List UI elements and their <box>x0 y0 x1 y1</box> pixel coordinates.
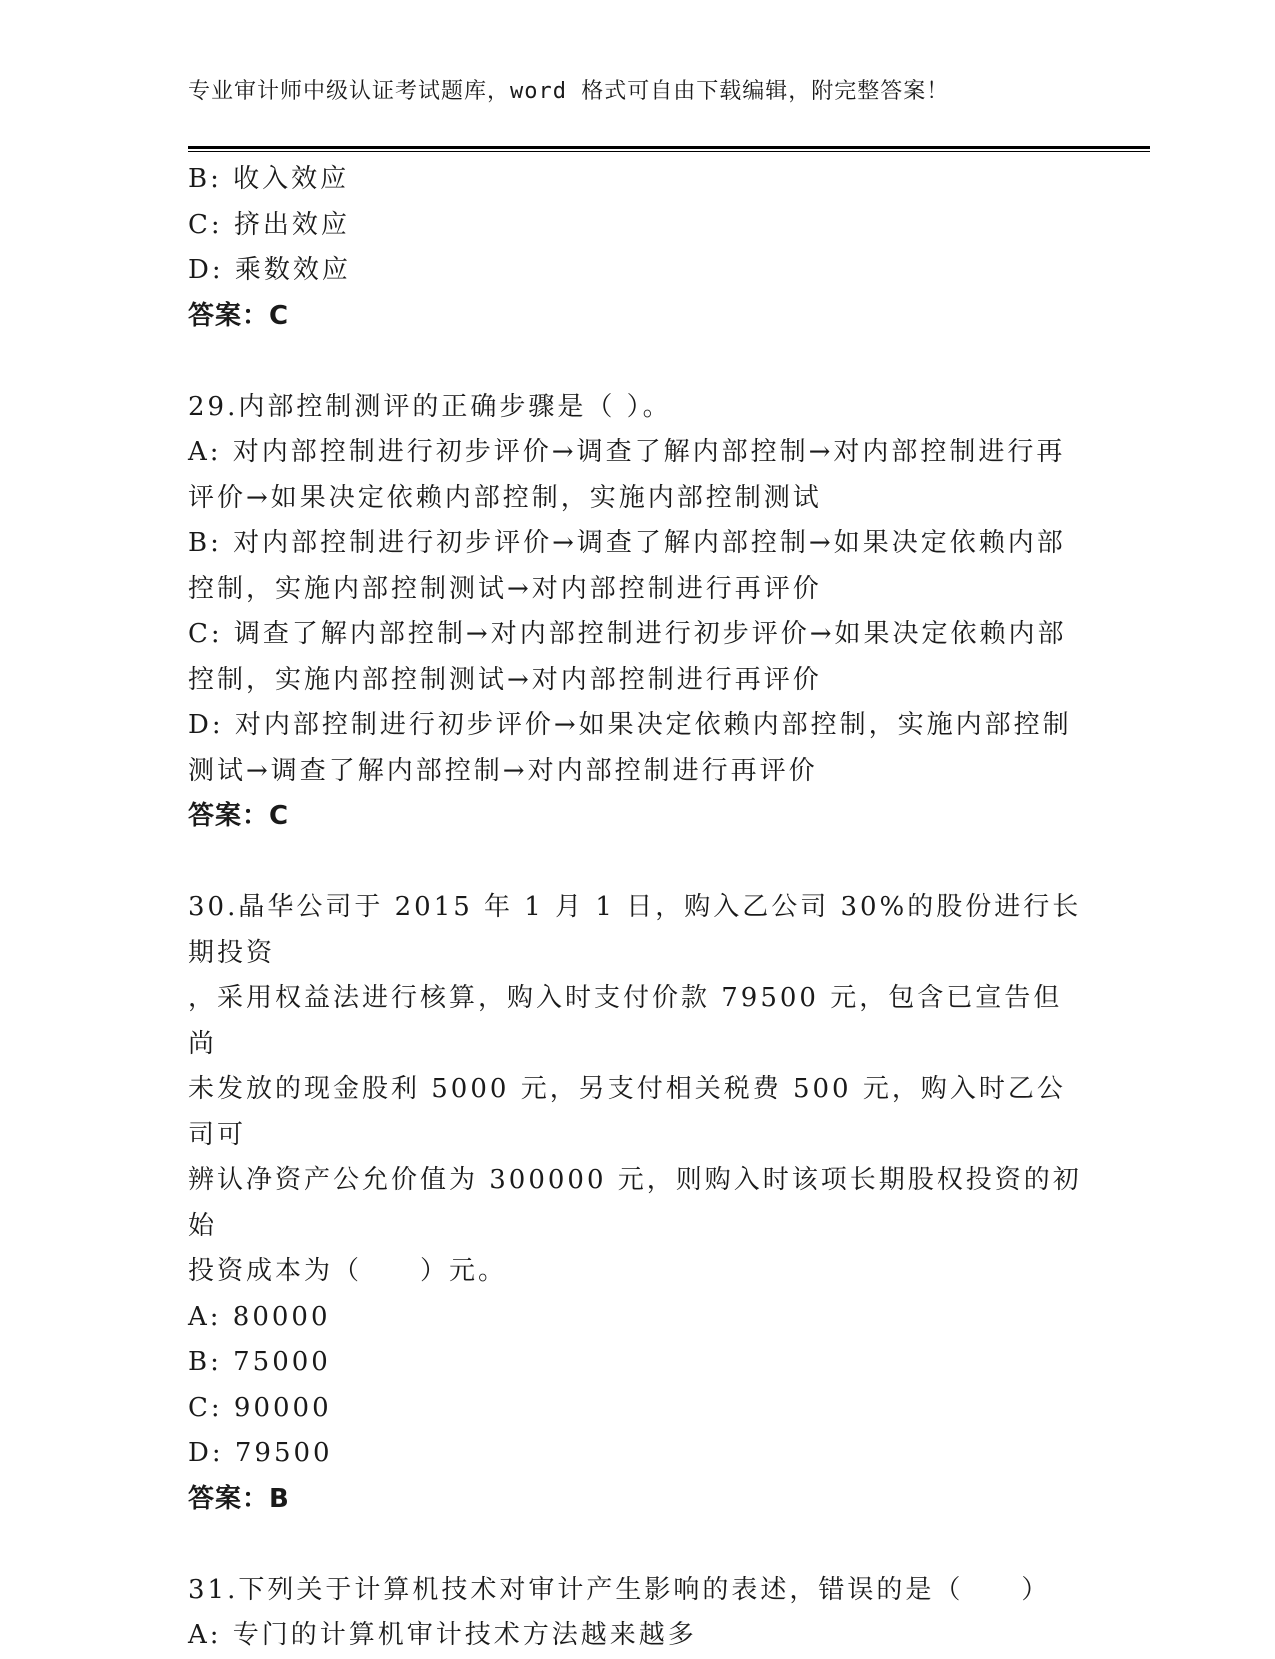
q31-option-a: A: 专门的计算机审计技术方法越来越多 <box>188 1620 697 1650</box>
q28-option-d: D: 乘数效应 <box>188 255 351 285</box>
q29-option-c-line-1: C: 调查了解内部控制→对内部控制进行初步评价→如果决定依赖内部 <box>188 619 1067 649</box>
spacer <box>188 339 1088 385</box>
header-rule-thick <box>188 146 1150 149</box>
q29-answer: 答案：C <box>188 801 290 831</box>
q30-stem-line-4: 辨认净资产公允价值为 300000 元，则购入时该项长期股权投资的初始 <box>188 1165 1082 1241</box>
header-rule-thin <box>188 151 1150 152</box>
spacer <box>188 1522 1088 1568</box>
spacer <box>188 840 1088 886</box>
page-header: 专业审计师中级认证考试题库，word 格式可自由下载编辑，附完整答案！ <box>188 79 950 104</box>
q30-stem-line-5: 投资成本为（ ）元。 <box>188 1256 508 1286</box>
q29-option-b-line-2: 控制，实施内部控制测试→对内部控制进行再评价 <box>188 573 822 604</box>
q30-option-b: B: 75000 <box>188 1347 331 1377</box>
q30-option-d: D: 79500 <box>188 1438 333 1468</box>
q29-option-a-line-1: A: 对内部控制进行初步评价→调查了解内部控制→对内部控制进行再 <box>188 437 1066 467</box>
q30-stem-line-2: ，采用权益法进行核算，购入时支付价款 79500 元，包含已宣告但尚 <box>188 983 1063 1059</box>
q29-option-d-line-2: 测试→调查了解内部控制→对内部控制进行再评价 <box>188 755 818 786</box>
q29-option-c-line-2: 控制，实施内部控制测试→对内部控制进行再评价 <box>188 664 822 695</box>
question-content <box>188 157 1088 1659</box>
q28-option-c: C: 挤出效应 <box>188 209 350 240</box>
q28-option-b: B: 收入效应 <box>188 164 350 194</box>
q30-answer: 答案：B <box>188 1483 290 1514</box>
q30-option-c: C: 90000 <box>188 1392 332 1423</box>
q29-option-b-line-1: B: 对内部控制进行初步评价→调查了解内部控制→如果决定依赖内部 <box>188 528 1066 558</box>
q29-option-d-line-1: D: 对内部控制进行初步评价→如果决定依赖内部控制，实施内部控制 <box>188 710 1072 740</box>
q30-stem-line-3: 未发放的现金股利 5000 元，另支付相关税费 500 元，购入时乙公司可 <box>188 1074 1066 1150</box>
q28-answer: 答案：C <box>188 300 290 331</box>
q29-option-a-line-2: 评价→如果决定依赖内部控制，实施内部控制测试 <box>188 482 822 513</box>
q29-stem: 29.内部控制测评的正确步骤是（ ）。 <box>188 391 672 422</box>
q30-option-a: A: 80000 <box>188 1301 331 1332</box>
q31-stem: 31.下列关于计算机技术对审计产生影响的表述，错误的是（ ） <box>188 1574 1051 1605</box>
q30-stem-line-1: 30.晶华公司于 2015 年 1 月 1 日，购入乙公司 30%的股份进行长期投资 <box>188 892 1082 968</box>
